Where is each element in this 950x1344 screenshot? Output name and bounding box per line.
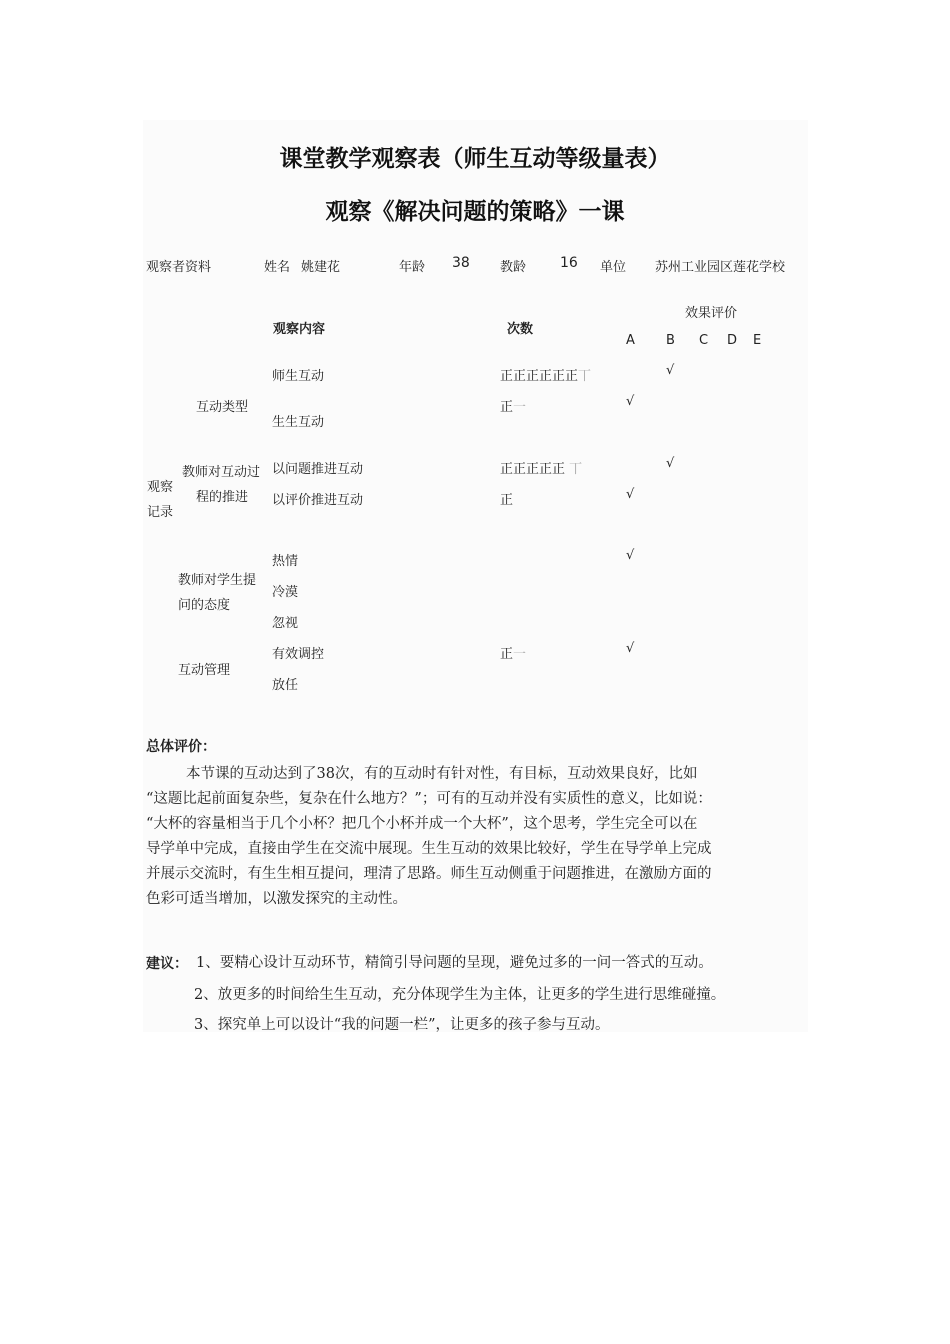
teaching-years: 16 <box>560 255 578 271</box>
page-title: 课堂教学观察表（师生互动等级量表） <box>279 146 671 172</box>
tally-evaluation-advance: 正 <box>500 493 514 508</box>
evaluation-body <box>146 762 808 912</box>
row-item-laissez-faire: 放任 <box>272 678 299 693</box>
row-item-ignore: 忽视 <box>272 616 299 631</box>
count-header: 次数 <box>507 322 534 337</box>
grade-d: D <box>727 333 738 348</box>
suggestions-heading: 建议： <box>146 956 188 972</box>
observer-unit: 苏州工业园区莲花学校 <box>655 260 786 275</box>
group-teacher-attitude-line2: 问的态度 <box>178 598 231 613</box>
tally-teacher-student: 正正正正正正丅 <box>500 369 592 384</box>
suggestion-item-1: 1、要精心设计互动环节，精简引导问题的呈现，避免过多的一问一答式的互动。 <box>196 955 713 971</box>
check-student-student: √ <box>626 394 635 409</box>
observer-section-label: 观察者资料 <box>146 260 212 275</box>
tally-student-student: 正一 <box>500 400 527 415</box>
check-teacher-student: √ <box>666 363 675 378</box>
grade-a: A <box>626 333 635 348</box>
observer-name: 姚建花 <box>301 260 341 275</box>
check-question-advance: √ <box>666 456 675 471</box>
row-item-effective-control: 有效调控 <box>272 647 325 662</box>
record-label-line2: 记录 <box>147 505 174 520</box>
group-teacher-advance-line2: 程的推进 <box>196 490 249 505</box>
age-label: 年龄 <box>399 260 426 275</box>
row-item-student-student: 生生互动 <box>272 415 325 430</box>
name-label: 姓名 <box>264 260 291 275</box>
group-interaction-management: 互动管理 <box>178 663 231 678</box>
evaluation-line: 色彩可适当增加，以激发探究的主动性。 <box>146 891 407 907</box>
group-interaction-type: 互动类型 <box>196 400 249 415</box>
tally-question-advance: 正正正正正 丅 <box>500 462 583 477</box>
teaching-years-label: 教龄 <box>500 260 527 275</box>
evaluation-line: “这题比起前面复杂些，复杂在什么地方？”；可有的互动并没有实质性的意义，比如说： <box>146 791 712 807</box>
row-item-teacher-student: 师生互动 <box>272 369 325 384</box>
evaluation-line: “大杯的容量相当于几个小杯？把几个小杯并成一个大杯”，这个思考，学生完全可以在 <box>146 816 698 832</box>
evaluation-line: 本节课的互动达到了38次，有的互动时有针对性，有目标，互动效果良好，比如 <box>186 766 698 782</box>
content-header: 观察内容 <box>273 322 326 337</box>
record-label-line1: 观察 <box>147 480 174 495</box>
page-subtitle: 观察《解决问题的策略》一课 <box>325 199 625 225</box>
grade-b: B <box>666 333 675 348</box>
evaluation-line: 并展示交流时，有生生相互提问，理清了思路。师生互动侧重于问题推进，在激励方面的 <box>146 866 712 882</box>
suggestion-item-2: 2、放更多的时间给生生互动，充分体现学生为主体，让更多的学生进行思维碰撞。 <box>194 987 726 1003</box>
row-item-indifferent: 冷漠 <box>272 585 299 600</box>
tally-effective-control: 正一 <box>500 647 527 662</box>
effect-header: 效果评价 <box>685 306 738 321</box>
check-enthusiastic: √ <box>626 548 635 563</box>
unit-label: 单位 <box>600 260 627 275</box>
grade-c: C <box>699 333 709 348</box>
row-item-question-advance: 以问题推进互动 <box>272 462 364 477</box>
check-evaluation-advance: √ <box>626 487 635 502</box>
group-teacher-attitude-line1: 教师对学生提 <box>178 573 257 588</box>
row-item-enthusiastic: 热情 <box>272 554 299 569</box>
row-item-evaluation-advance: 以评价推进互动 <box>272 493 364 508</box>
check-effective-control: √ <box>626 641 635 656</box>
evaluation-heading: 总体评价： <box>146 739 216 755</box>
grade-e: E <box>753 333 762 348</box>
observer-age: 38 <box>452 255 470 271</box>
group-teacher-advance-line1: 教师对互动过 <box>182 465 261 480</box>
evaluation-line: 导学单中完成，直接由学生在交流中展现。生生互动的效果比较好，学生在导学单上完成 <box>146 841 712 857</box>
suggestion-item-3: 3、探究单上可以设计“我的问题一栏”，让更多的孩子参与互动。 <box>194 1017 610 1033</box>
